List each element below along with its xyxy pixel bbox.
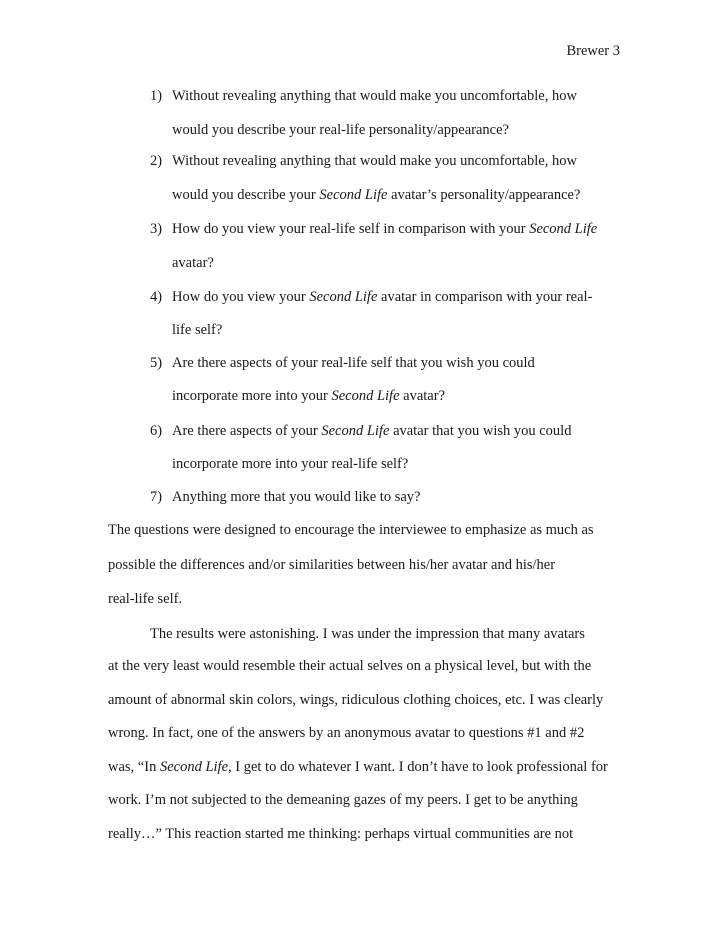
title-italic: Second Life [321, 423, 390, 439]
title-italic: Second Life, [159, 759, 232, 775]
paragraph-line: possible the differences and/or similarities between his/her avatar and his/her [108, 557, 556, 573]
paragraph-line: really…” This reaction started me thinking: perhaps virtual communities are not [108, 826, 574, 842]
list-number: 4) [150, 289, 163, 305]
title-italic: Second Life [331, 388, 400, 404]
running-head: Brewer 3 [566, 43, 620, 59]
paragraph-line: The questions were designed to encourage the interviewee to emphasize as much as [108, 522, 594, 538]
paragraph-line: was, “In Second Life, I get to do whatever I want. I don’t have to look professional for [108, 759, 608, 775]
question-text: Are there aspects of your real-life self that you wish you could [172, 355, 535, 371]
title-italic: Second Life [309, 289, 378, 305]
list-number: 7) [150, 489, 163, 505]
list-number: 5) [150, 355, 163, 371]
paragraph-line: real-life self. [108, 591, 183, 607]
question-text: Without revealing anything that would make you uncomfortable, how [172, 88, 577, 104]
paragraph-line: amount of abnormal skin colors, wings, ridiculous clothing choices, etc. I was clearly [108, 692, 604, 708]
question-text: How do you view your Second Life avatar in comparison with your real- [172, 289, 593, 305]
list-number: 3) [150, 221, 163, 237]
question-text: Anything more that you would like to say? [172, 489, 421, 505]
paragraph-line: at the very least would resemble their actual selves on a physical level, but with the [108, 658, 592, 674]
list-number: 2) [150, 153, 163, 169]
question-text: How do you view your real-life self in comparison with your Second Life [172, 221, 598, 237]
question-text: would you describe your real-life personality/appearance? [172, 122, 509, 138]
question-text: life self? [172, 322, 223, 338]
question-text: Without revealing anything that would make you uncomfortable, how [172, 153, 577, 169]
question-text: Are there aspects of your Second Life avatar that you wish you could [172, 423, 572, 439]
list-number: 6) [150, 423, 163, 439]
title-italic: Second Life [319, 187, 388, 203]
paragraph-line: work. I’m not subjected to the demeaning gazes of my peers. I get to be anything [108, 792, 578, 808]
question-text: would you describe your Second Life avatar’s personality/appearance? [172, 187, 581, 203]
title-italic: Second Life [529, 221, 598, 237]
question-text: incorporate more into your real-life self? [172, 456, 409, 472]
question-text: avatar? [172, 255, 214, 271]
paragraph-line: wrong. In fact, one of the answers by an anonymous avatar to questions #1 and #2 [108, 725, 585, 741]
list-number: 1) [150, 88, 163, 104]
question-text: incorporate more into your Second Life avatar? [172, 388, 445, 404]
paragraph-line: The results were astonishing. I was under the impression that many avatars [150, 626, 585, 642]
